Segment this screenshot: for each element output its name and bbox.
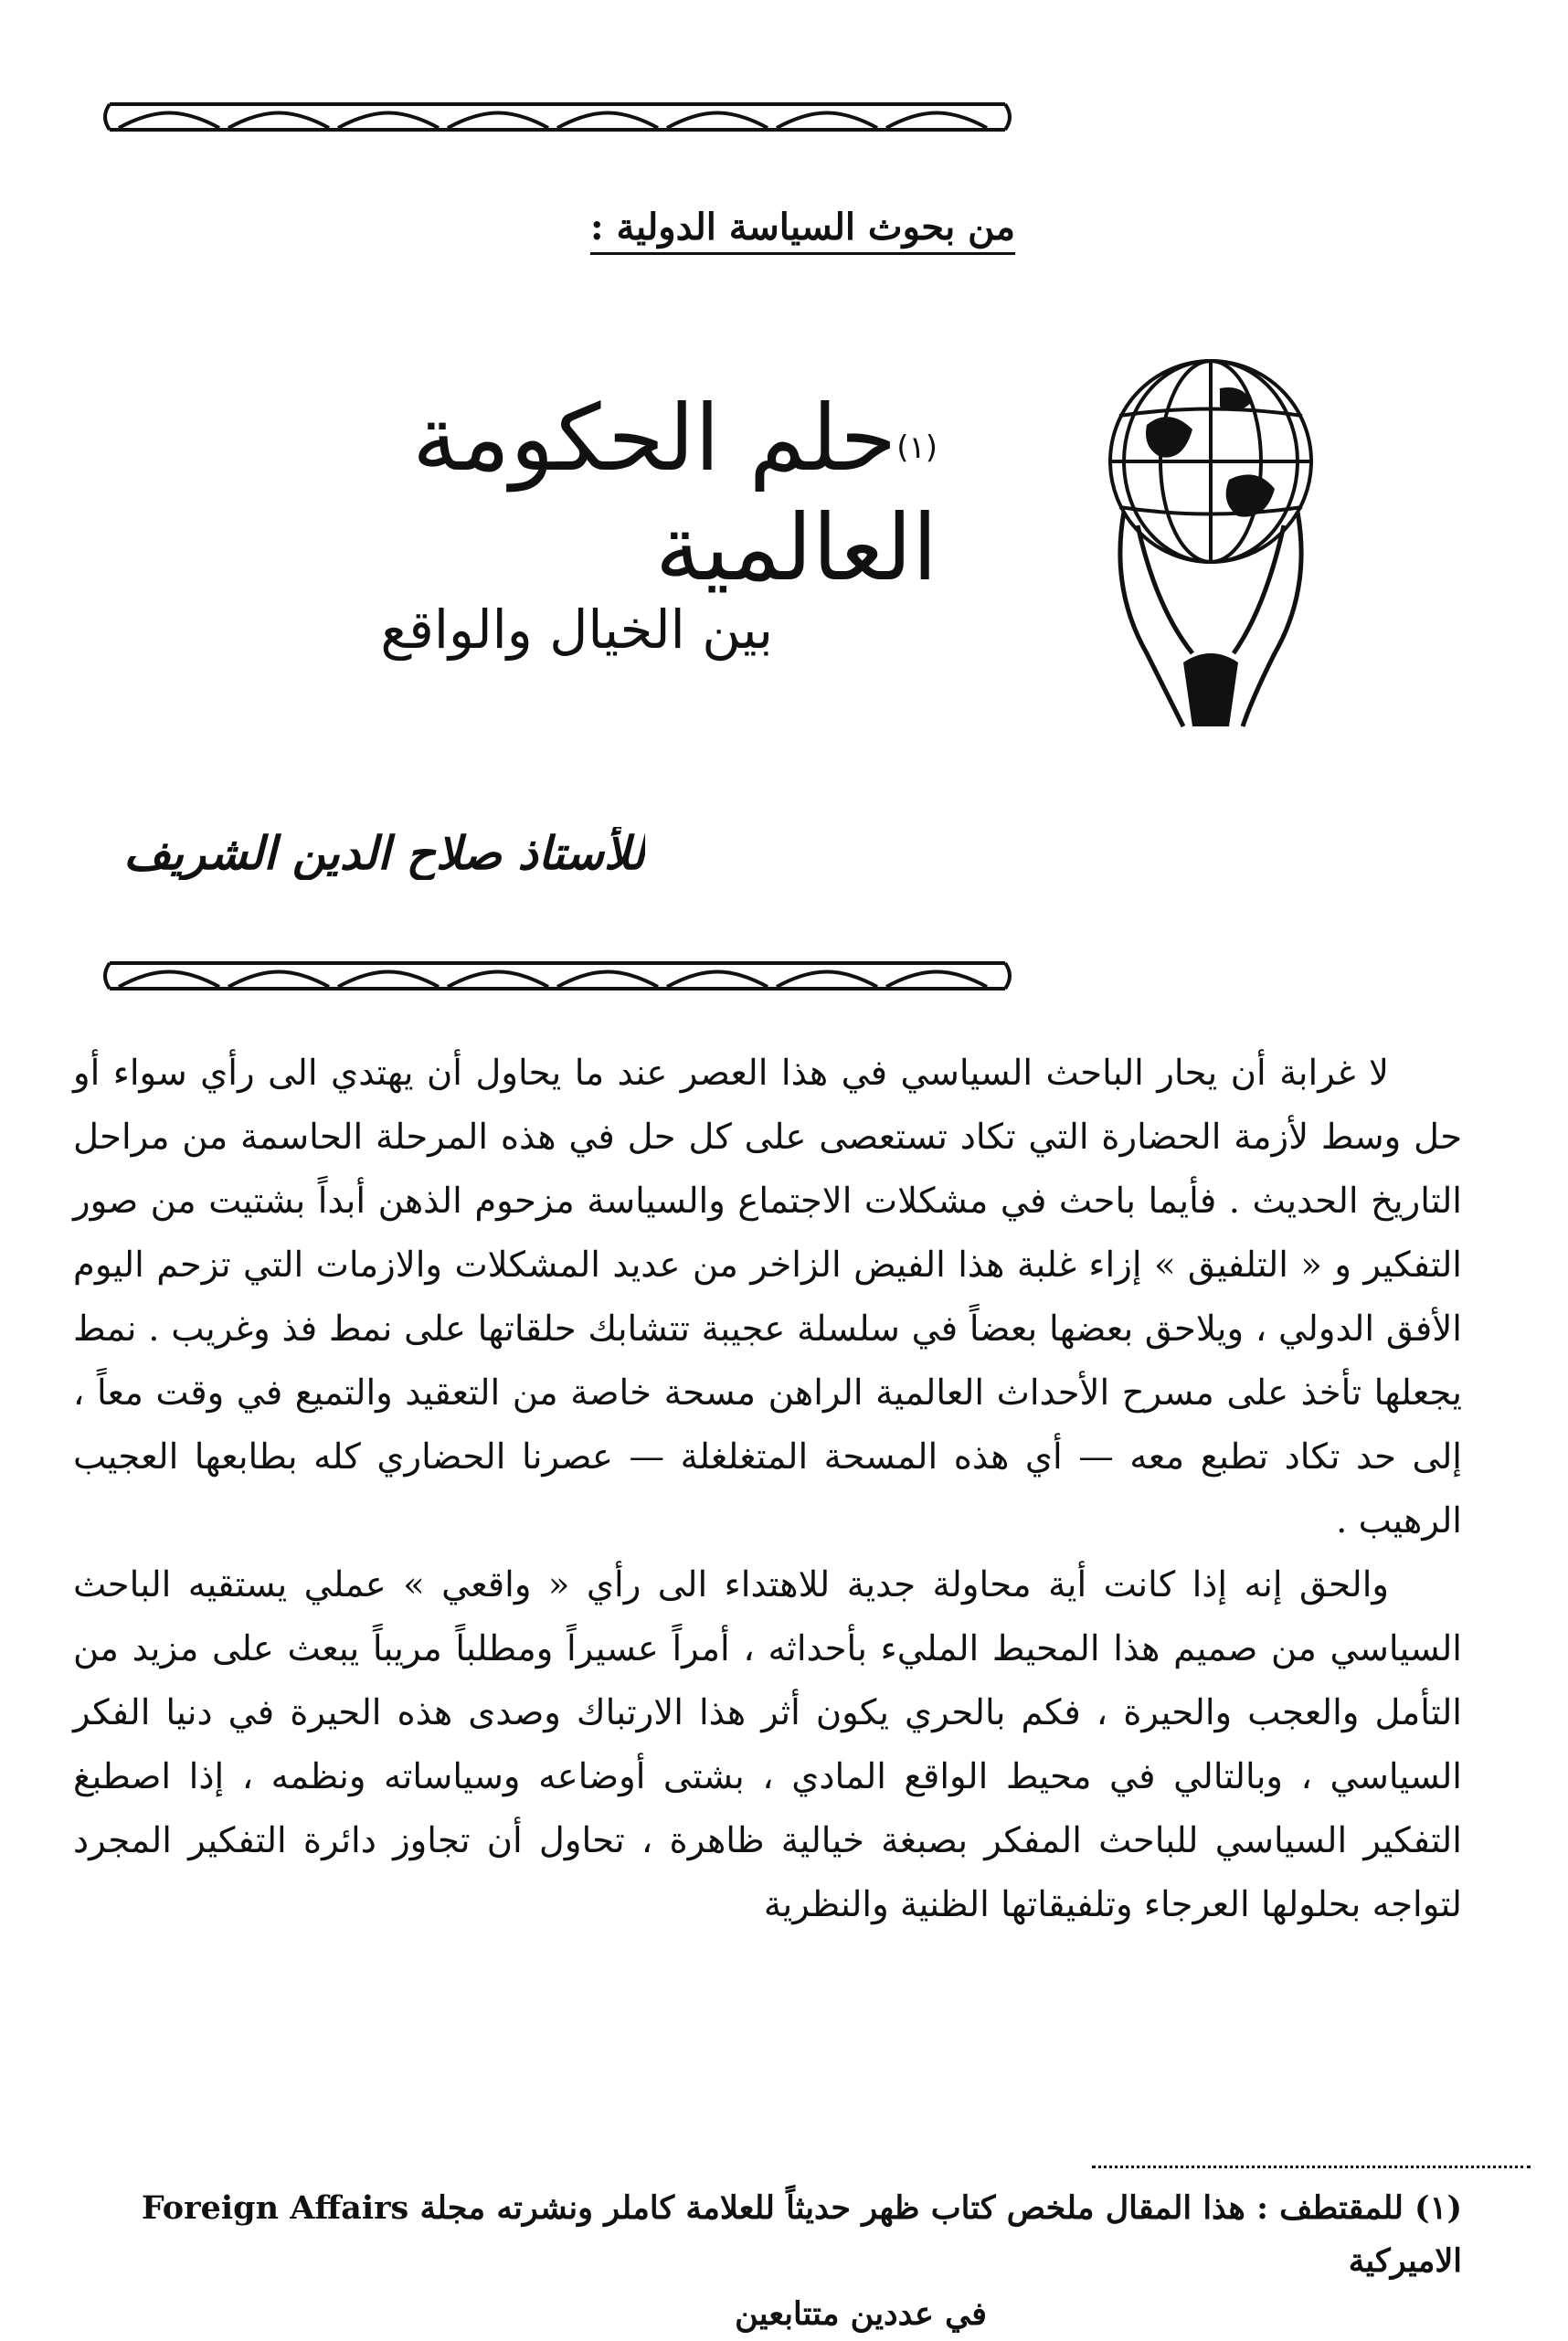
article-title	[280, 384, 938, 603]
author-byline: للأستاذ صلاح الدين الشريف	[123, 827, 645, 880]
globe-illustration	[1083, 352, 1339, 736]
top-ornamental-border	[101, 91, 1014, 143]
footnote-line-1: (١) للمقتطف : هذا المقال ملخص كتاب ظهر حديثاً للعلامة كاملر ونشرته مجلة Foreign Affairs الاميركية	[141, 2189, 1462, 2280]
title-text: حلم الحكومة العالمية	[412, 385, 938, 601]
globe-in-hand-icon	[1083, 352, 1339, 736]
body-paragraph-2: والحق إنه إذا كانت أية محاولة جدية للاهتداء الى رأي « واقعي » عملي يستقيه الباحث السياسي من صميم هذا المحيط المليء بأحداثه ، أمراً عسيراً ومطلباً مريباً يبعث على مزيد من التأمل والعجب والحيرة ، فكم بالحري يكون أثر هذا الارتباك وصدى هذه الحيرة في دنيا الفكر السياسي ، وبالتالي في محيط الواقع المادي ، بشتى أوضاعه وسياساته ونظمه ، إذا اصطبغ التفكير السياسي للباحث المفكر بصبغة خيالية ظاهرة ، تحاول أن تجاوز دائرة التفكير المجرد لتواجه بحلولها العرجاء وتلفيقاتها الظنية والنظرية	[73, 1564, 1462, 1925]
bottom-ornamental-border	[101, 950, 1014, 1001]
section-label: من بحوث السياسة الدولية :	[590, 206, 1015, 255]
chain-ornament-icon	[101, 950, 1014, 1001]
footnote-divider	[1092, 2166, 1531, 2168]
article-subtitle: بين الخيال والواقع	[380, 598, 773, 661]
footnote-line-2: في عددين متتابعين	[735, 2295, 987, 2333]
footnote	[73, 2182, 1462, 2341]
chain-ornament-icon	[101, 91, 1014, 143]
body-paragraph-1: لا غرابة أن يحار الباحث السياسي في هذا العصر عند ما يحاول أن يهتدي الى رأي سواء أو حل وسط لأزمة الحضارة التي تكاد تستعصى على كل حل في هذه المرحلة الحاسمة من مراحل التاريخ الحديث . فأيما باحث في مشكلات الاجتماع والسياسة مزحوم الذهن أبداً بشتيت من صور التفكير و « التلفيق » إزاء غلبة هذا الفيض الزاخر من عديد المشكلات والازمات التي تزحم اليوم الأفق الدولي ، ويلاحق بعضها بعضاً في سلسلة عجيبة تتشابك حلقاتها على نمط فذ وغريب . نمط يجعلها تأخذ على مسرح الأحداث العالمية الراهن مسحة خاصة من التعقيد والتميع في وقت معاً ، إلى حد تكاد تطبع معه — أي هذه المسحة المتغلغلة — عصرنا الحضاري كله بطابعها العجيب الرهيب .	[73, 1053, 1462, 1541]
article-body	[73, 1042, 1462, 1937]
title-footnote-marker: (١)	[896, 429, 938, 466]
